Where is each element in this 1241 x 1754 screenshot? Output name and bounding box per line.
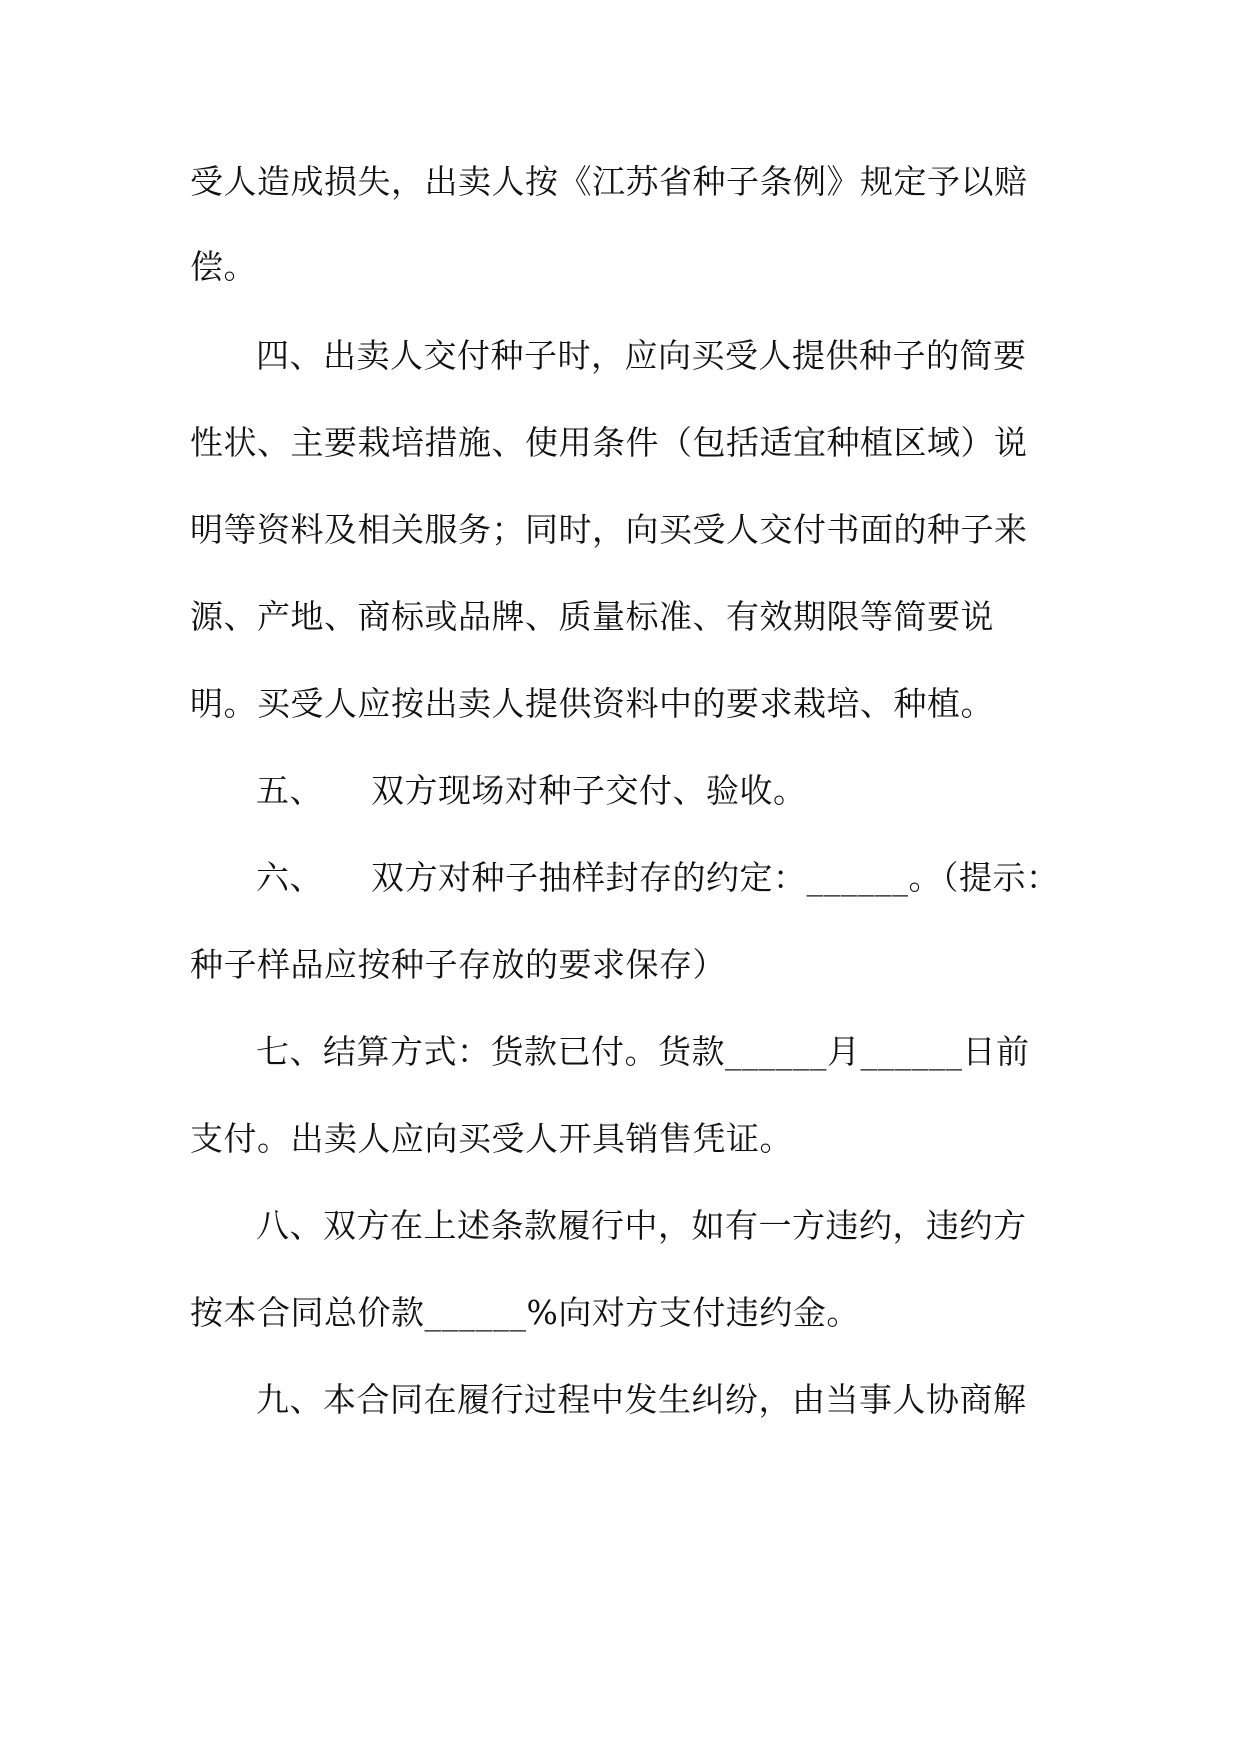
clause-8-line: 八、双方在上述条款履行中，如有一方违约，违约方 bbox=[256, 1206, 1027, 1245]
clause-4-line: 源、产地、商标或品牌、质量标准、有效期限等简要说 bbox=[190, 597, 994, 636]
clause-7-line: 七、结算方式：货款已付。货款______月______日前 bbox=[256, 1032, 1030, 1071]
clause-6-line: 种子样品应按种子存放的要求保存） bbox=[190, 945, 726, 984]
clause-9-line: 九、本合同在履行过程中发生纠纷，由当事人协商解 bbox=[256, 1380, 1027, 1419]
clause-6-number: 六、 bbox=[256, 858, 323, 897]
clause-6 bbox=[256, 858, 1060, 898]
clause-8-line: 按本合同总价款______%向对方支付违约金。 bbox=[190, 1293, 860, 1332]
clause-5 bbox=[256, 771, 807, 811]
clause-4-line: 性状、主要栽培措施、使用条件（包括适宜种植区域）说 bbox=[190, 423, 1028, 462]
paragraph-line: 偿。 bbox=[190, 247, 257, 286]
clause-7-line: 支付。出卖人应向买受人开具销售凭证。 bbox=[190, 1119, 793, 1158]
clause-5-number: 五、 bbox=[256, 771, 323, 810]
clause-4-line: 明等资料及相关服务；同时，向买受人交付书面的种子来 bbox=[190, 510, 1028, 549]
clause-5-text: 双方现场对种子交付、验收。 bbox=[371, 771, 807, 810]
clause-4-line: 四、出卖人交付种子时，应向买受人提供种子的简要 bbox=[256, 336, 1027, 375]
clause-6-text: 双方对种子抽样封存的约定：______。（提示： bbox=[371, 858, 1060, 897]
paragraph-line: 受人造成损失，出卖人按《江苏省种子条例》规定予以赔 bbox=[190, 162, 1028, 201]
clause-4-line: 明。买受人应按出卖人提供资料中的要求栽培、种植。 bbox=[190, 684, 994, 723]
